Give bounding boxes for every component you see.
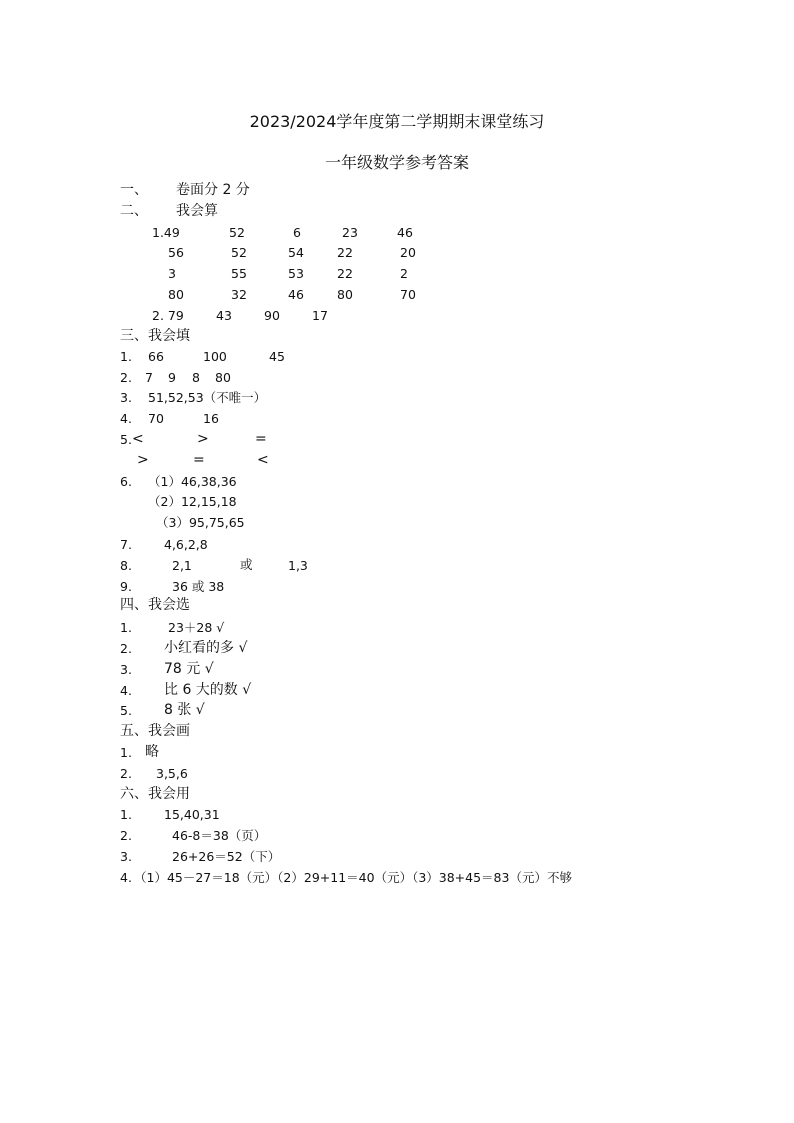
item-number: 2. <box>120 766 132 781</box>
item-number: 5. <box>120 703 132 718</box>
calc-cell: 22 <box>337 245 353 260</box>
compare-sign: = <box>193 452 205 468</box>
answer-text: 15,40,31 <box>164 807 220 822</box>
answer-value: 80 <box>215 370 231 385</box>
answer-text: （1）45－27＝18（元）（2）29+11＝40（元）（3）38+45＝83（元）不够 <box>134 870 572 885</box>
answer-value: 66 <box>148 349 164 364</box>
section2-label: 二、 <box>120 203 148 219</box>
answer-text: 4,6,2,8 <box>164 537 208 552</box>
calc-cell: 1.49 <box>152 225 180 240</box>
item-number: 4. <box>120 870 132 885</box>
item-number: 2. <box>120 641 132 656</box>
section1-label: 一、 <box>120 182 148 198</box>
calc-cell: 70 <box>400 287 416 302</box>
answer-value: 9 <box>168 370 176 385</box>
calc-cell: 20 <box>400 245 416 260</box>
answer-text: 略 <box>145 744 159 760</box>
item-number: 9. <box>120 579 132 594</box>
answer-part: （1）46,38,36 <box>148 474 237 489</box>
calc-cell: 80 <box>337 287 353 302</box>
calc-cell: 53 <box>288 266 304 281</box>
answer-value: 45 <box>269 349 285 364</box>
calc-cell: 43 <box>216 308 232 323</box>
answer-value: 7 <box>145 370 153 385</box>
item-number: 7. <box>120 537 132 552</box>
answer-value: 2,1 <box>172 558 192 573</box>
item-number: 2. <box>120 370 132 385</box>
calc-cell: 17 <box>312 308 328 323</box>
answer-part: （2）12,15,18 <box>148 494 237 509</box>
answer-text: 3,5,6 <box>156 766 188 781</box>
item-number: 8. <box>120 558 132 573</box>
page-title: 2023/2024学年度第二学期期末课堂练习 <box>249 112 545 131</box>
section5-heading: 五、我会画 <box>120 723 190 739</box>
answer-value: 或 <box>240 557 253 572</box>
calc-cell: 80 <box>168 287 184 302</box>
compare-sign: = <box>255 431 267 447</box>
calc-cell: 2 <box>400 266 408 281</box>
answer-text: 比 6 大的数 √ <box>164 682 252 698</box>
calc-cell: 22 <box>337 266 353 281</box>
answer-part: （3）95,75,65 <box>156 515 245 530</box>
section6-heading: 六、我会用 <box>120 786 190 802</box>
item-number: 1. <box>120 349 132 364</box>
item-number: 4. <box>120 411 132 426</box>
answer-text: 小红看的多 √ <box>164 640 248 656</box>
calc-cell: 46 <box>288 287 304 302</box>
calc-cell: 52 <box>231 245 247 260</box>
calc-cell: 3 <box>168 266 176 281</box>
compare-sign: < <box>132 431 144 447</box>
item-number: 1. <box>120 620 132 635</box>
calc-cell: 46 <box>397 225 413 240</box>
calc-cell: 55 <box>231 266 247 281</box>
item-number: 5. <box>120 432 132 447</box>
compare-sign: > <box>137 452 149 468</box>
compare-sign: > <box>197 431 209 447</box>
answer-text: 8 张 √ <box>164 702 205 718</box>
calc-cell: 6 <box>293 225 301 240</box>
calc-cell: 23 <box>342 225 358 240</box>
compare-sign: < <box>257 452 269 468</box>
answer-text: 36 或 38 <box>172 579 225 594</box>
page-subtitle: 一年级数学参考答案 <box>324 153 469 172</box>
item-number: 1. <box>120 745 132 760</box>
calc-cell: 2. 79 <box>152 308 184 323</box>
answer-text: 78 元 √ <box>164 661 214 677</box>
answer-value: 1,3 <box>288 558 308 573</box>
section1-text: 卷面分 2 分 <box>176 182 250 198</box>
item-number: 2. <box>120 828 132 843</box>
calc-cell: 32 <box>231 287 247 302</box>
answer-text: 46-8＝38（页） <box>172 828 267 843</box>
calc-cell: 54 <box>288 245 304 260</box>
calc-cell: 52 <box>229 225 245 240</box>
item-number: 1. <box>120 807 132 822</box>
calc-cell: 56 <box>168 245 184 260</box>
item-number: 3. <box>120 390 132 405</box>
answer-text: 26+26＝52（下） <box>172 849 281 864</box>
answer-text: 23＋28 √ <box>168 620 225 635</box>
section4-heading: 四、我会选 <box>120 597 190 613</box>
answer-value: 16 <box>203 411 219 426</box>
item-number: 3. <box>120 849 132 864</box>
item-number: 3. <box>120 662 132 677</box>
item-number: 6. <box>120 474 132 489</box>
section3-heading: 三、我会填 <box>120 328 190 344</box>
answer-value: 100 <box>203 349 227 364</box>
answer-value: 70 <box>148 411 164 426</box>
calc-cell: 90 <box>264 308 280 323</box>
item-number: 4. <box>120 683 132 698</box>
answer-text: 51,52,53（不唯一） <box>148 390 267 405</box>
answer-value: 8 <box>192 370 200 385</box>
section2-heading: 我会算 <box>176 203 218 219</box>
